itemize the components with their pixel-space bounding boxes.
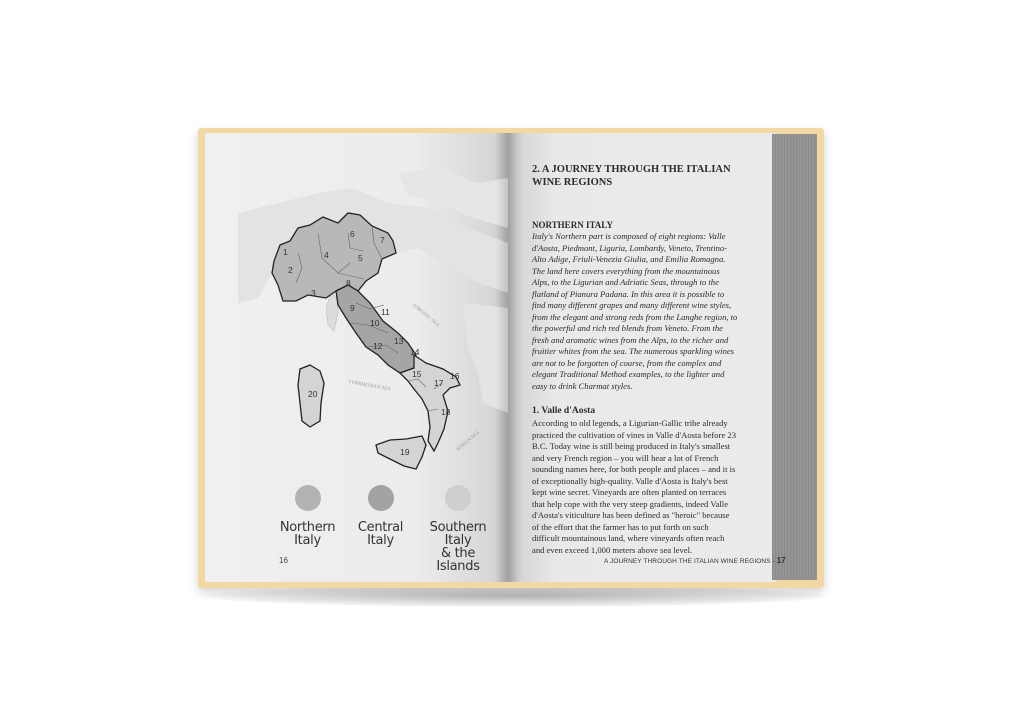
- chapter-title: [532, 163, 738, 189]
- region-number: 19: [400, 447, 410, 457]
- southern-italy: [400, 355, 460, 451]
- legend-central: [343, 485, 418, 547]
- right-page-text: [532, 163, 738, 556]
- region-number: 20: [308, 389, 318, 399]
- body-paragraph: According to old legends, a Ligurian-Gallic tribe already practiced the cultivation of vines in Valle d'Aosta before 23 B.C. Today wine is still being produced in Italy's smallest and very French region – you will hear a lot of French sounding names here, for both people and places – and it is of exceptionally high-quality. Valle d'Aosta is Italy's best kept wine secret. Vineyards are often planted on terraces that help cope with the very steep gradients, indeed Valle d'Aosta's viticulture has been defined as "heroic" because of the effort that the farmer has to put forth on such difficult mountainous land, where vineyards often reach and even exceed 1,000 meters above sea level.: [532, 418, 736, 555]
- chapter-title-line2: WINE REGIONS: [532, 177, 613, 188]
- legend-label-southern-line1: Southern Italy: [429, 520, 487, 548]
- sea-label-adriatic: ADRIATIC SEA: [410, 302, 440, 329]
- legend-dot-central: [368, 485, 394, 511]
- legend-northern: [270, 485, 345, 547]
- right-page-number: 17: [776, 556, 786, 565]
- legend-dot-southern: [445, 485, 471, 511]
- book-spine-shadow: [496, 133, 518, 582]
- region-number: 5: [358, 253, 363, 263]
- region-number: 12: [373, 341, 383, 351]
- subheading: 1. Valle d'Aosta: [532, 406, 596, 416]
- section-heading: NORTHERN ITALY: [532, 220, 613, 230]
- legend-southern: [418, 485, 498, 573]
- sea-label-tyrrhenian: TYRRHENIAN SEA: [347, 380, 392, 393]
- intro-paragraph: Italy's Northern part is composed of eight regions: Valle d'Aosta, Piedmont, Liguria, Lombardy, Veneto, Trentino-Alto Adige, Friuli-Venezia Giulia, and Emilia Romagna. The land here covers everything from the mountainous Alps, to the Ligurian and Adriatic Seas, through to the flatland of Pianura Padana. In this area it is possible to find many different grapes and many different wine styles, from the elegant and strong reds from the Langhe region, to the powerful and rich red blends from Veneto. From the fresh and aromatic wines from the Alps, to the richer and fruitier whites from the sea. The numerous sparkling wines are not to be forgotten of course, from the complex and elegant Traditional Method examples, to the lighter and easy to drink Charmat styles.: [532, 231, 738, 391]
- region-number: 15: [412, 369, 422, 379]
- legend-label-central: Central Italy: [357, 520, 404, 548]
- region-number: 18: [441, 407, 451, 417]
- running-footer-text: A JOURNEY THROUGH THE ITALIAN WINE REGIONS -: [604, 558, 777, 565]
- region-number: 6: [350, 229, 355, 239]
- region-number: 11: [381, 307, 390, 317]
- page-edges: [772, 134, 817, 580]
- legend-dot-northern: [295, 485, 321, 511]
- region-number: 17: [434, 378, 444, 388]
- region-number: 8: [346, 278, 351, 288]
- legend-label-southern: [418, 521, 498, 573]
- corsica: [326, 293, 338, 331]
- left-page-number: 16: [279, 556, 288, 565]
- chapter-title-line1: 2. A JOURNEY THROUGH THE ITALIAN: [532, 164, 731, 175]
- region-number: 1: [283, 247, 288, 257]
- legend-label-southern-line2: & the Islands: [436, 546, 480, 574]
- legend-label-northern: Northern Italy: [279, 520, 336, 548]
- region-number: 4: [324, 250, 329, 260]
- sea-label-ionian: IONIAN SEA: [456, 430, 482, 453]
- central-italy: [336, 285, 416, 373]
- region-number: 14: [410, 347, 420, 357]
- region-number: 2: [288, 265, 293, 275]
- region-number: 9: [350, 303, 355, 313]
- running-footer: [604, 556, 786, 565]
- region-number: 16: [450, 371, 460, 381]
- region-number: 10: [370, 318, 380, 328]
- region-number: 13: [394, 336, 404, 346]
- region-number: 7: [380, 235, 385, 245]
- book-shadow: [205, 585, 825, 607]
- region-number: 3: [311, 288, 316, 298]
